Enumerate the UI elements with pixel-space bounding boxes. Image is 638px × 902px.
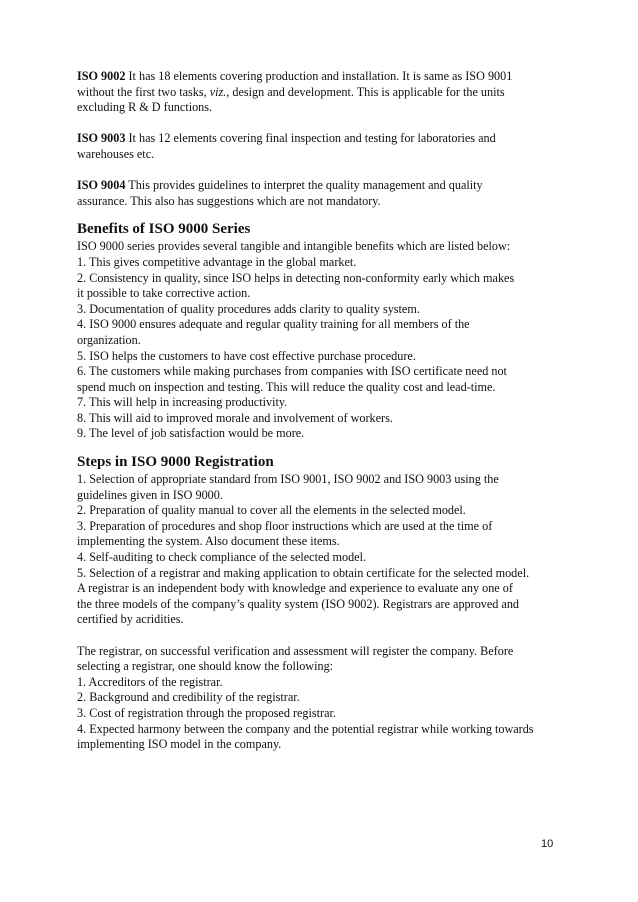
text-line: excluding R & D functions. [77,100,213,115]
registrar-line: The registrar, on successful verification and assessment will register the company. Before [77,643,514,658]
text-line [77,131,567,147]
steps-line: certified by acridities. [77,612,184,627]
steps-line: guidelines given in ISO 9000. [77,487,223,502]
steps-line: 2. Preparation of quality manual to cover all the elements in the selected model. [77,503,466,518]
steps-line: 5. Selection of a registrar and making application to obtain certificate for the selected model. [77,565,530,580]
text-line [77,178,567,194]
text-fragment: , design and development. This is applicable for the units [226,84,505,99]
registrar-line: 3. Cost of registration through the proposed registrar. [77,705,336,720]
registrar-line: 2. Background and credibility of the registrar. [77,690,300,705]
steps-line: 1. Selection of appropriate standard from ISO 9001, ISO 9002 and ISO 9003 using the [77,472,499,487]
term-iso-9002: ISO 9002 [77,69,126,83]
steps-line: the three models of the company’s quality system (ISO 9002). Registrars are approved and [77,596,520,611]
benefits-line: 7. This will help in increasing productivity. [77,395,288,410]
steps-list [77,472,567,628]
registrar-line: implementing ISO model in the company. [77,737,282,752]
registrar-line: 1. Accreditors of the registrar. [77,674,223,689]
steps-heading: Steps in ISO 9000 Registration [77,454,274,471]
benefits-line: 1. This gives competitive advantage in the global market. [77,254,357,269]
benefits-list [77,239,567,442]
benefits-line: ISO 9000 series provides several tangible and intangible benefits which are listed below: [77,239,511,254]
page-number: 10 [541,838,554,850]
benefits-line: spend much on inspection and testing. This will reduce the quality cost and lead-time. [77,379,496,394]
steps-line: 4. Self-auditing to check compliance of the selected model. [77,550,367,565]
text-line: warehouses etc. [77,146,155,161]
benefits-line: 5. ISO helps the customers to have cost effective purchase procedure. [77,348,416,363]
benefits-heading: Benefits of ISO 9000 Series [77,221,251,238]
text-fragment: It has 18 elements covering production and installation. It is same as ISO 9001 [125,69,513,83]
benefits-line: 2. Consistency in quality, since ISO helps in detecting non-conformity early which makes [77,270,515,285]
text-fragment: without the first two tasks, [77,84,210,99]
text-line [77,85,567,101]
text-line [77,69,567,85]
registrar-line: 4. Expected harmony between the company and the potential registrar while working towards [77,721,534,736]
benefits-line: 9. The level of job satisfaction would be more. [77,426,305,441]
term-iso-9003: ISO 9003 [77,131,126,146]
steps-line: 3. Preparation of procedures and shop floor instructions which are used at the time of [77,518,493,533]
benefits-line: 3. Documentation of quality procedures adds clarity to quality system. [77,301,420,316]
steps-line: implementing the system. Also document these items. [77,534,340,549]
page-body [77,69,567,753]
benefits-line: it possible to take corrective action. [77,286,251,301]
italic-viz: viz. [209,84,227,99]
registrar-line: selecting a registrar, one should know the following: [77,659,334,674]
text-fragment: It has 12 elements covering final inspection and testing for laboratories and [125,131,496,146]
iso-9004-paragraph [77,178,567,209]
iso-9003-paragraph [77,131,567,162]
text-fragment: This provides guidelines to interpret the quality management and quality [125,178,483,193]
benefits-line: 4. ISO 9000 ensures adequate and regular quality training for all members of the [77,317,470,332]
benefits-line: 8. This will aid to improved morale and involvement of workers. [77,410,393,425]
text-line: assurance. This also has suggestions which are not mandatory. [77,193,381,208]
benefits-line: 6. The customers while making purchases from companies with ISO certificate need not [77,364,507,379]
iso-9002-paragraph [77,69,567,116]
benefits-line: organization. [77,332,141,347]
term-iso-9004: ISO 9004 [77,178,126,193]
steps-line: A registrar is an independent body with knowledge and experience to evaluate any one of [77,581,513,596]
registrar-paragraph [77,644,567,753]
